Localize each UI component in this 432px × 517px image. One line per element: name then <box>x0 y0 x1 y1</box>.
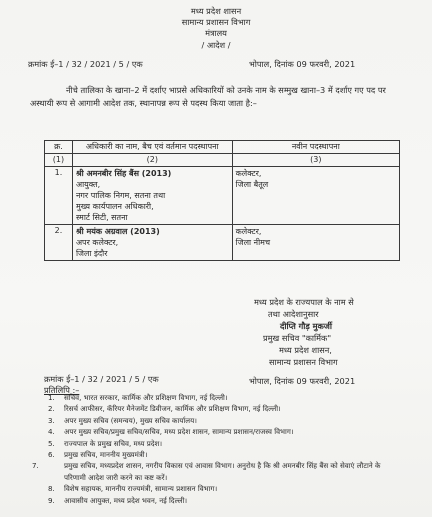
current-post-line: आयुक्त, <box>75 179 101 189</box>
colnum-1: (1) <box>45 153 73 166</box>
copy-label: प्रतिलिपि :– <box>44 385 80 395</box>
copy-list <box>32 392 428 506</box>
table-header-row <box>45 141 400 154</box>
list-item <box>48 426 428 437</box>
list-item-number: 9. <box>48 495 55 505</box>
list-item-text: विशेष सहायक, माननीय राज्यमंत्री, सामान्य प्रशासन विभाग। <box>64 484 218 494</box>
authority-line-1: मध्य प्रदेश के राज्यपाल के नाम से <box>254 297 354 307</box>
list-item <box>48 403 428 414</box>
authority-line-2: तथा आदेशानुसार <box>268 309 319 319</box>
new-post-line: जिला नीमच <box>235 237 271 247</box>
current-post-line: नगर पालिक निगम, सतना तथा <box>75 190 166 200</box>
list-item <box>48 495 428 506</box>
current-post-line: मुख्य कार्यपालन अधिकारी, <box>75 201 154 211</box>
current-post-line: अपर कलेक्टर, <box>75 237 119 247</box>
signatory-department: सामान्य प्रशासन विभाग <box>269 357 338 367</box>
list-item-text: रिसर्च आफीसर, कॅरियर मैनेजमेंट डिवीजन, कार्मिक और प्रशिक्षण विभाग, नई दिल्ली। <box>64 404 281 414</box>
list-item-number: 1. <box>48 393 55 402</box>
list-item-number: 5. <box>48 438 55 448</box>
order-number: क्रमांक ई–1 / 32 / 2021 / 5 / एक <box>28 59 143 69</box>
list-item-text: प्रमुख सचिव, माननीय मुख्यमंत्री। <box>64 450 148 460</box>
list-item <box>48 415 428 426</box>
list-item-text: अपर मुख्य सचिव/प्रमुख सचिव/सचिव, मध्य प्रदेश शासन, सामान्य प्रशासन/राजस्व विभाग। <box>64 427 294 437</box>
row-officer-cell <box>72 166 232 224</box>
colnum-3: (3) <box>232 153 399 166</box>
row-sno: 2. <box>45 224 73 260</box>
list-item-number: 3. <box>48 415 55 425</box>
table-row <box>45 224 400 260</box>
list-item-number: 2. <box>48 404 55 414</box>
list-item-number: 8. <box>48 484 55 494</box>
list-item-text: प्रमुख सचिव, मध्यप्रदेश शासन, नगरीय विकास एवं आवास विभाग। अनुरोध है कि श्री अमनबीर सिंह बैंस को सेवाएं लौटाने के परिणामी आदेश जारी करने का कष्ट करें। <box>64 461 381 482</box>
row-sno: 1. <box>45 166 73 224</box>
list-item-number: 6. <box>48 450 55 460</box>
header-government: मध्य प्रदेश शासन <box>190 6 242 16</box>
signatory-government: मध्य प्रदेश शासन, <box>279 345 332 355</box>
table-colnum-row <box>45 153 400 166</box>
list-item <box>48 483 428 494</box>
header-new-post: नवीन पदस्थापना <box>232 141 399 154</box>
officer-name: श्री मयंक अग्रवाल (2013) <box>75 226 160 236</box>
copy-order-number: क्रमांक ई–1 / 32 / 2021 / 5 / एक <box>44 374 159 384</box>
header-department: सामान्य प्रशासन विभाग <box>181 17 251 27</box>
list-item <box>48 392 428 403</box>
signatory-name: दीप्ति गौड़ मुकर्जी <box>280 321 332 331</box>
copy-order-date: भोपाल, दिनांक 09 फरवरी, 2021 <box>249 376 356 386</box>
header-officer: अधिकारी का नाम, बैच एवं वर्तमान पदस्थापना <box>72 141 232 154</box>
list-item-number: 4. <box>48 427 55 437</box>
list-item <box>32 460 394 483</box>
list-item-number: 7. <box>32 461 39 471</box>
new-post-line: कलेक्टर, <box>235 226 262 236</box>
header-sno: क्र. <box>45 141 73 154</box>
current-post-line: स्मार्ट सिटी, सतना <box>75 212 128 222</box>
new-post-line: कलेक्टर, <box>235 168 262 178</box>
list-item <box>48 438 428 449</box>
header-mantralaya: मंत्रालय <box>205 28 227 38</box>
order-date: भोपाल, दिनांक 09 फरवरी, 2021 <box>249 59 356 69</box>
signatory-designation: प्रमुख सचिव "कार्मिक" <box>263 333 332 343</box>
row-new-post-cell <box>232 166 399 224</box>
list-item-text: आवासीय आयुक्त, मध्य प्रदेश भवन, नई दिल्ली। <box>64 495 188 505</box>
table-row <box>45 166 400 224</box>
header-order-label: / आदेश / <box>201 40 231 50</box>
list-item-text: अपर मुख्य सचिव (समन्वय), मुख्य सचिव कार्यालय। <box>64 415 197 425</box>
intro-paragraph: नीचे तालिका के खाना–2 में दर्शाए भाप्रसे अधिकारियों को उनके नाम के सम्मुख खाना–3 में दर्शाए गए पद पर अस्थायी रूप से आगामी आदेश तक, स्थानापन्न रूप से पदस्थ किया जाता है:– <box>30 85 386 108</box>
officer-name: श्री अमनबीर सिंह बैंस (2013) <box>75 168 172 178</box>
row-officer-cell <box>72 224 232 260</box>
posting-table <box>44 140 400 261</box>
current-post-line: जिला इंदौर <box>75 248 108 258</box>
list-item <box>48 449 428 460</box>
row-new-post-cell <box>232 224 399 260</box>
list-item-text: राज्यपाल के प्रमुख सचिव, मध्य प्रदेश। <box>64 438 163 448</box>
new-post-line: जिला बैतूल <box>235 179 269 189</box>
list-item-text: सचिव, भारत सरकार, कार्मिक और प्रशिक्षण विभाग, नई दिल्ली। <box>64 393 228 402</box>
colnum-2: (2) <box>72 153 232 166</box>
